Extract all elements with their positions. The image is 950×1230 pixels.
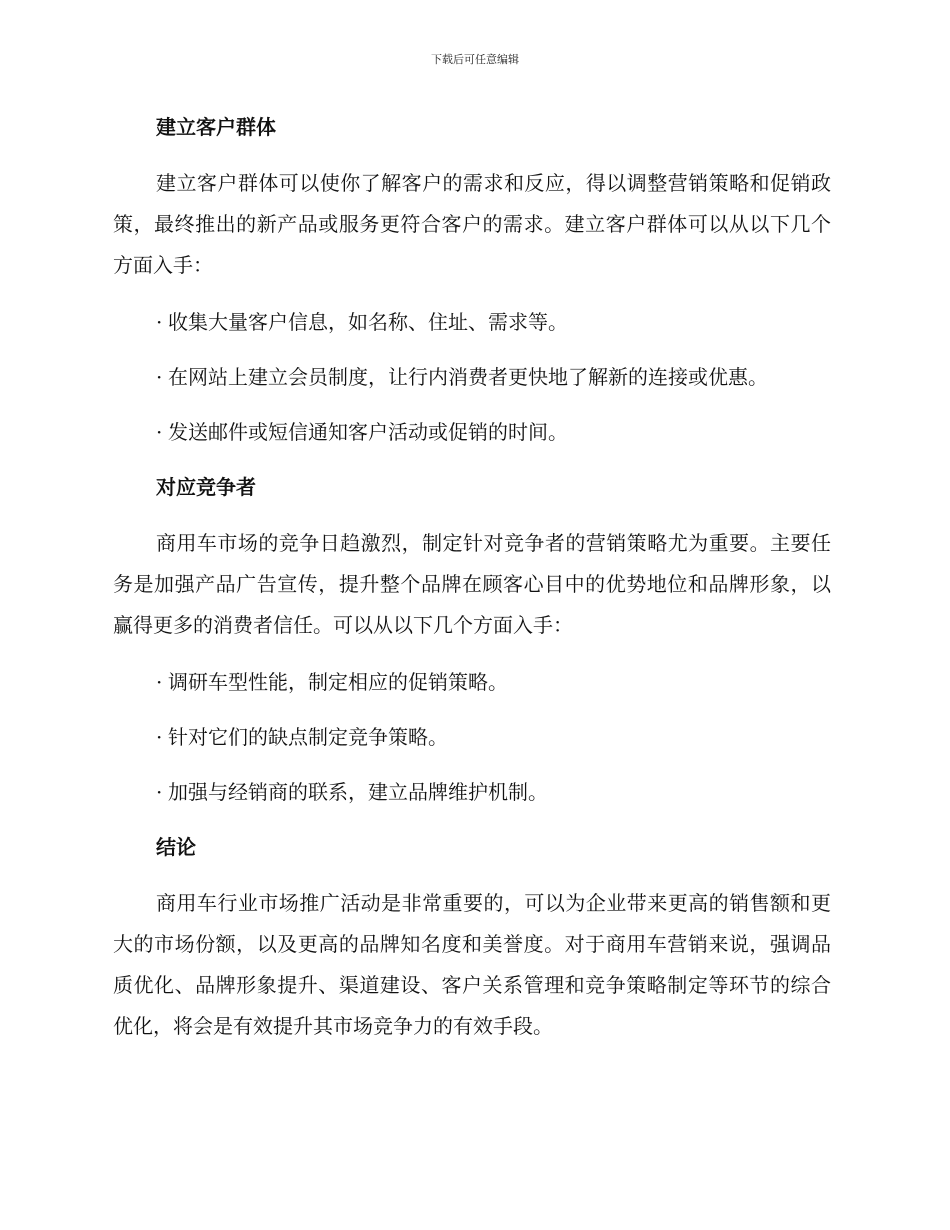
bullet-item [113,662,831,702]
page-header: 下载后可任意编辑 [431,53,519,66]
section-heading-conclusion: 结论 [156,835,196,859]
bullet-dot: · [156,780,163,804]
bullet-item [113,357,831,397]
section-heading-competitors: 对应竞争者 [156,475,256,499]
bullet-dot: · [156,725,163,749]
bullet-item [113,717,831,757]
bullet-dot: · [156,365,163,389]
section-paragraph-conclusion: 商用车行业市场推广活动是非常重要的，可以为企业带来更高的销售额和更大的市场份额，以及更高的品牌知名度和美誉度。对于商用车营销来说，强调品质优化、品牌形象提升、渠道建设、客户关系管理和竞争策略制定等环节的综合优化，将会是有效提升其市场竞争力的有效手段。 [113,891,831,1038]
bullet-text: 收集大量客户信息，如名称、住址、需求等。 [168,310,568,334]
bullet-text: 加强与经销商的联系，建立品牌维护机制。 [168,780,548,804]
bullet-dot: · [156,420,163,444]
bullet-dot: · [156,670,163,694]
document-body [113,107,831,1063]
bullet-item [113,302,831,342]
bullet-text: 针对它们的缺点制定竞争策略。 [168,725,448,749]
section-heading-customer-group: 建立客户群体 [156,115,276,139]
section-paragraph-customer-group: 建立客户群体可以使你了解客户的需求和反应，得以调整营销策略和促销政策，最终推出的新产品或服务更符合客户的需求。建立客户群体可以从以下几个方面入手： [113,171,831,277]
bullet-dot: · [156,310,163,334]
bullet-text: 在网站上建立会员制度，让行内消费者更快地了解新的连接或优惠。 [168,365,768,389]
bullet-text: 调研车型性能，制定相应的促销策略。 [168,670,508,694]
section-paragraph-competitors: 商用车市场的竞争日趋激烈，制定针对竞争者的营销策略尤为重要。主要任务是加强产品广告宣传，提升整个品牌在顾客心目中的优势地位和品牌形象，以赢得更多的消费者信任。可以从以下几个方面入手： [113,531,831,637]
bullet-text: 发送邮件或短信通知客户活动或促销的时间。 [168,420,568,444]
bullet-item [113,772,831,812]
bullet-item [113,412,831,452]
